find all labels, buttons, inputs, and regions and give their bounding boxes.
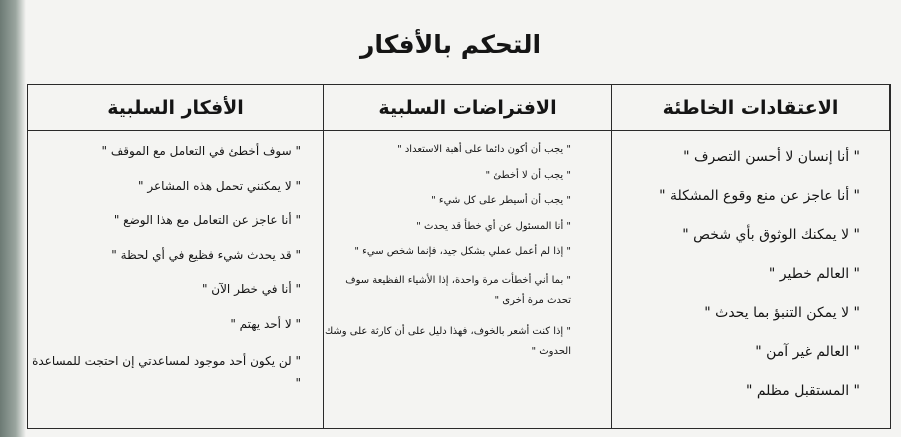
- false-beliefs-column: [612, 131, 890, 428]
- list-item: " لا يمكنك الوثوق بأي شخص ": [682, 227, 860, 243]
- list-item: " المستقبل مظلم ": [745, 383, 860, 399]
- negative-thoughts-header: الأفكار السلبية: [28, 85, 324, 131]
- thoughts-table: [27, 84, 891, 429]
- list-item: " أنا عاجز عن التعامل مع هذا الوضع ": [113, 213, 301, 227]
- list-item: " قد يحدث شيء فظيع في أي لحظة ": [111, 247, 301, 262]
- page-title: التحكم بالأفكار: [359, 30, 542, 59]
- list-item: " سوف أخطئ في التعامل مع الموقف ": [101, 144, 301, 158]
- list-item: " أنا المسئول عن أي خطأ قد يحدث ": [416, 220, 571, 232]
- list-item: " إذا كنت أشعر بالخوف، فهذا دليل على أن كارثة على وشك الحدوث ": [324, 326, 571, 357]
- list-item: " العالم خطير ": [768, 266, 860, 282]
- list-item: " لا أحد يهتم ": [230, 316, 301, 331]
- list-item: " لن يكون أحد موجود لمساعدتي إن احتجت للمساعدة ": [32, 354, 301, 390]
- false-beliefs-list: [612, 131, 890, 400]
- list-item: " أنا عاجز عن منع وقوع المشكلة ": [659, 188, 860, 204]
- list-item: " يجب أن أكون دائما على أهبة الاستعداد ": [397, 144, 571, 155]
- list-item: " يجب أن لا أخطئ ": [485, 169, 571, 181]
- list-item: " أنا في خطر الآن ": [201, 282, 301, 296]
- list-item: " لا يمكنني تحمل هذه المشاعر ": [137, 178, 301, 193]
- negative-thoughts-column: [28, 131, 324, 428]
- photo-edge-shadow: [0, 0, 26, 437]
- list-item: " بما أني أخطأت مرة واحدة، إذا الأشياء الفظيعة سوف تحدث مرة أخرى ": [345, 274, 571, 306]
- list-item: " لا يمكن التنبؤ بما يحدث ": [704, 305, 860, 321]
- negative-assumptions-list: [324, 131, 611, 362]
- list-item: " أنا إنسان لا أحسن التصرف ": [683, 149, 860, 165]
- negative-assumptions-header: الافتراضات السلبية: [324, 85, 612, 131]
- negative-assumptions-column: [324, 131, 612, 428]
- false-beliefs-header: الاعتقادات الخاطئة: [612, 85, 890, 131]
- list-item: " العالم غير آمن ": [755, 344, 860, 360]
- negative-thoughts-list: [28, 131, 323, 394]
- list-item: " يجب أن أسيطر على كل شيء ": [431, 195, 571, 206]
- list-item: " إذا لم أعمل عملي بشكل جيد، فإنما شخص سيء ": [354, 246, 571, 257]
